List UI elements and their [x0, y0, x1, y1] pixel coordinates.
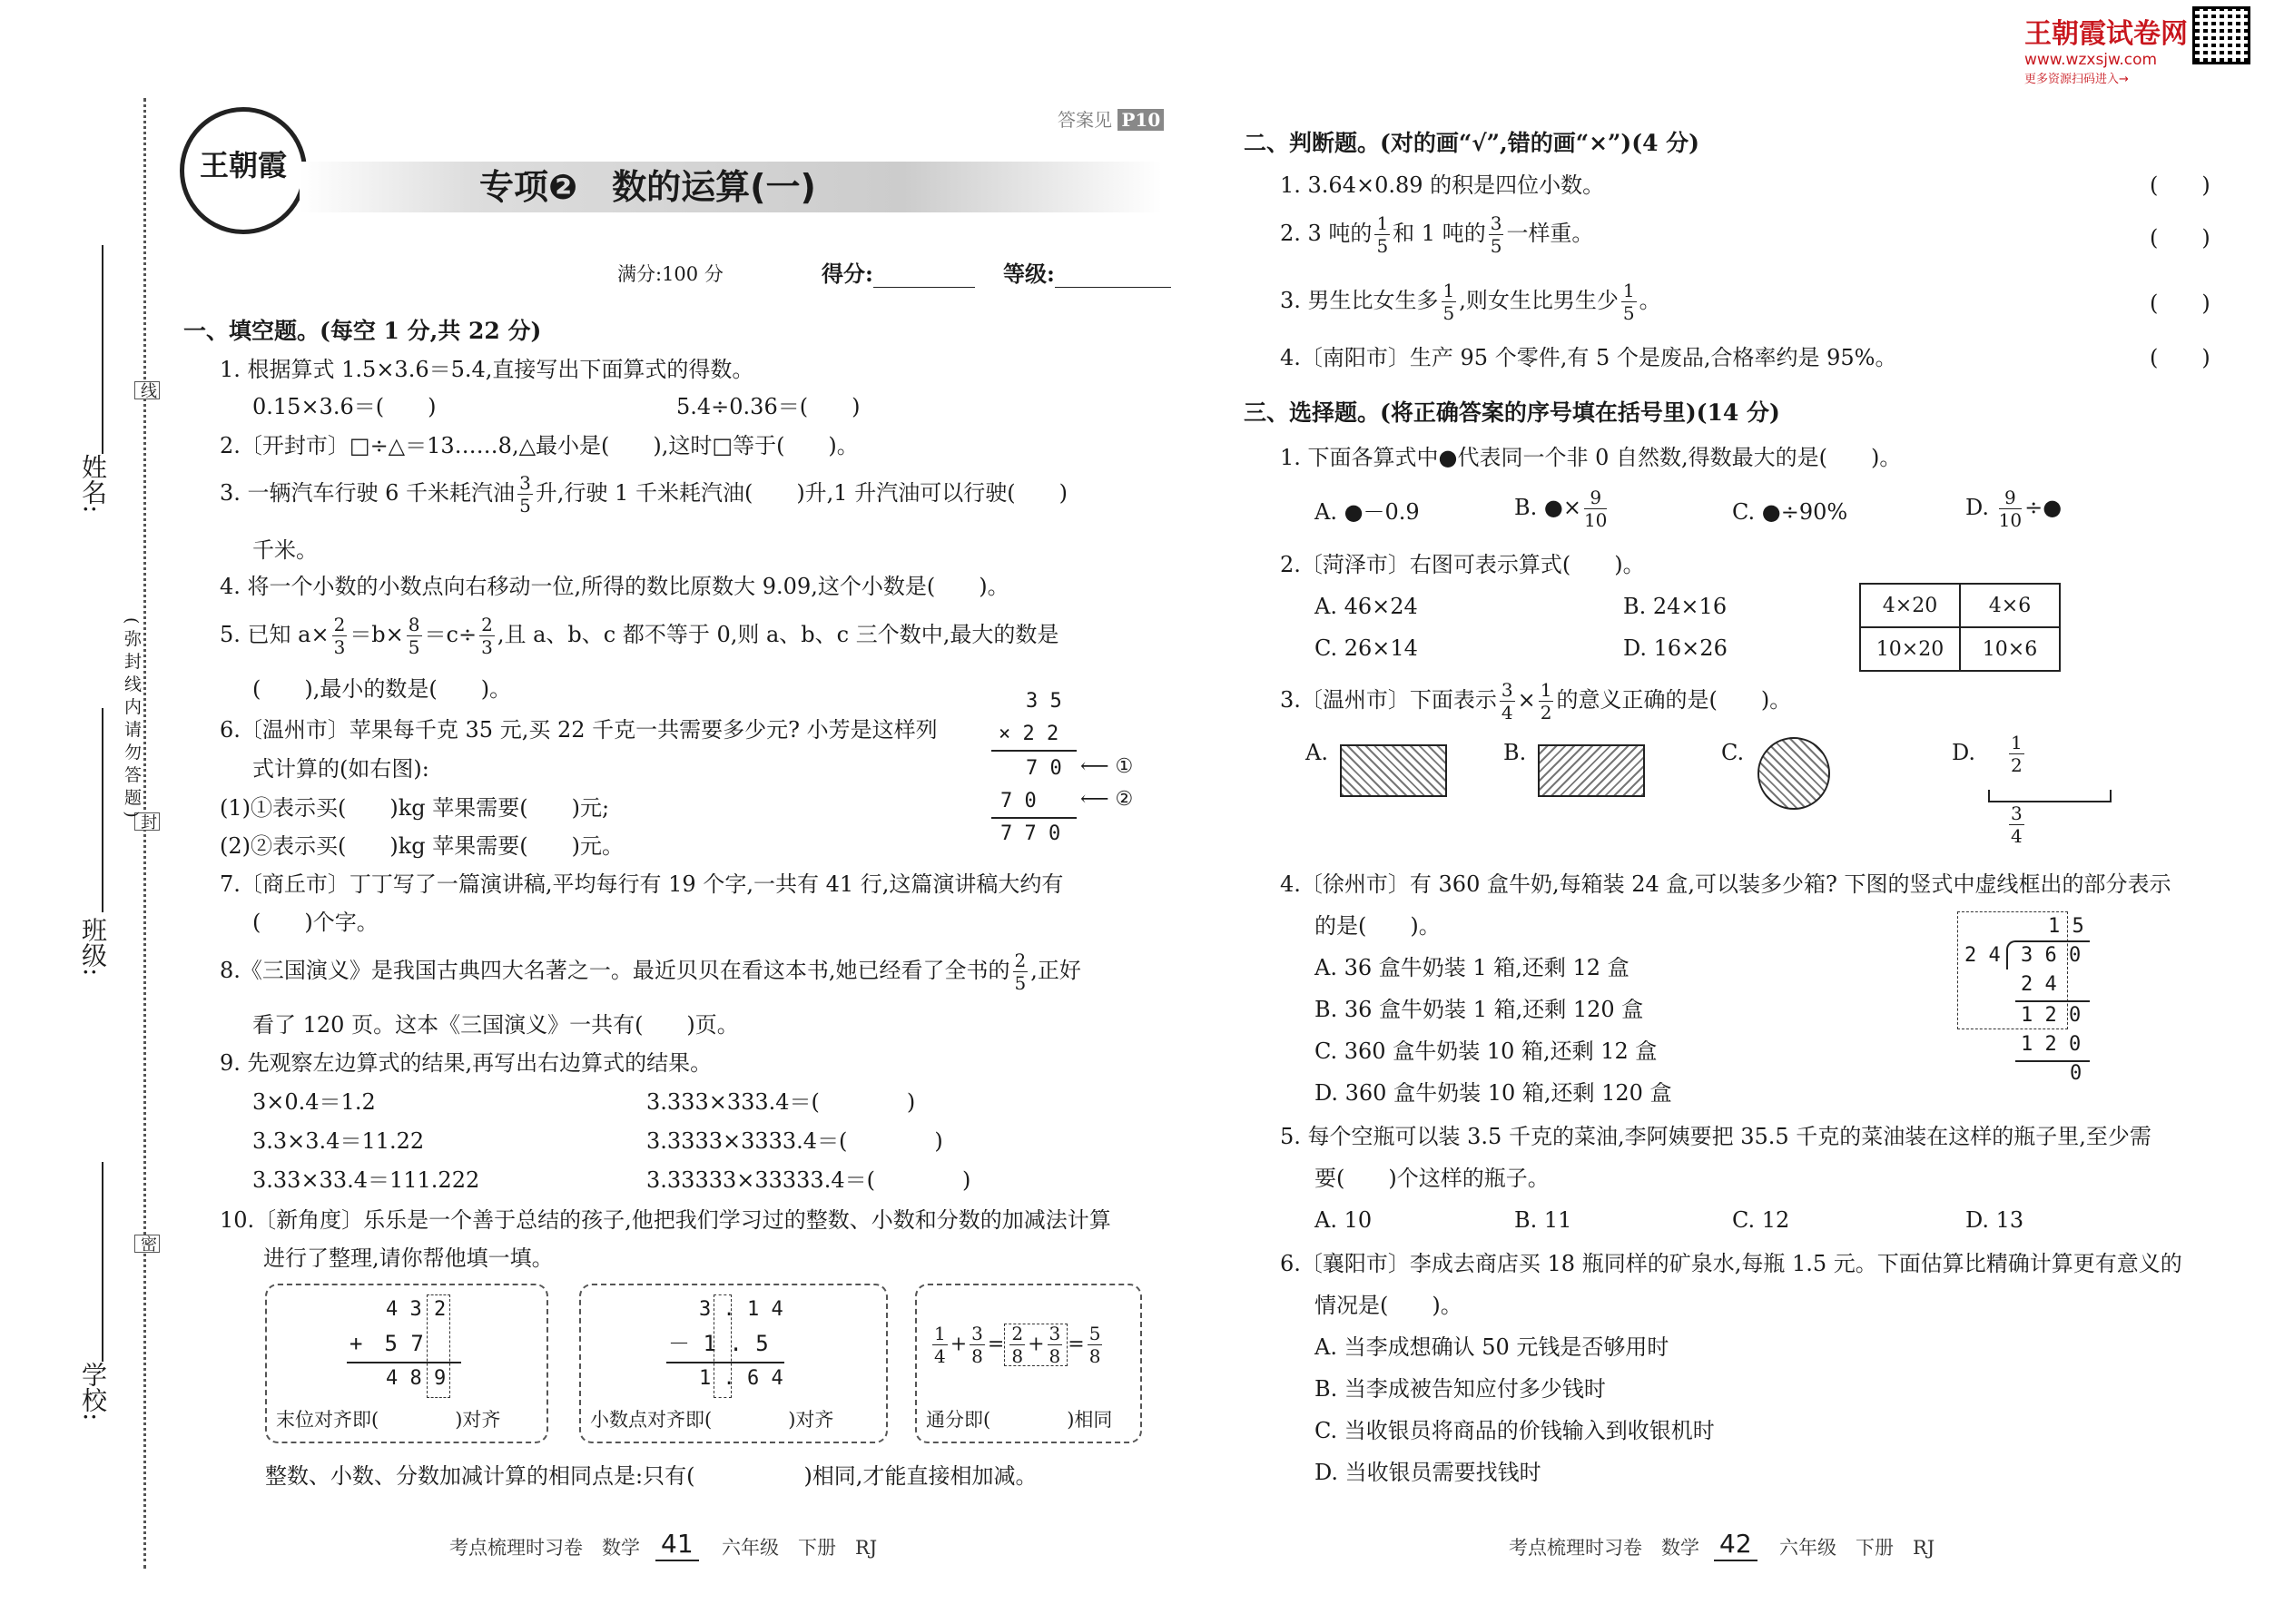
s3-q2-opt-d: D. 16×26	[1623, 635, 1728, 661]
s3-q5a: 5. 每个空瓶可以装 3.5 千克的菜油,李阿姨要把 35.5 千克的菜油装在这样的瓶子里,至少需	[1280, 1124, 2151, 1149]
q3-figure-b	[1538, 744, 1645, 797]
fraction	[1088, 1324, 1103, 1365]
calc-row-3: 7 0	[1026, 757, 1062, 780]
fraction	[1999, 488, 2022, 529]
numerator: 3	[519, 472, 531, 494]
fraction	[1048, 1324, 1063, 1365]
watermark	[2024, 11, 2188, 86]
s1-q5	[220, 615, 1058, 656]
box3-dashed-denominators: $\frac{2}{8}$ + $\frac{3}{8}$	[1004, 1324, 1068, 1366]
numerator: 1	[1540, 679, 1552, 701]
grade-field[interactable]	[1055, 265, 1171, 288]
denominator: 5	[1014, 972, 1027, 994]
s2-q3-text-b: ,则女生比男生少	[1459, 288, 1619, 313]
fraction	[2009, 733, 2024, 774]
box3-label: 通分即( )相同	[926, 1409, 1113, 1431]
fraction	[1584, 488, 1607, 529]
s3-q6-opt-d: D. 当收银员需要找钱时	[1314, 1460, 1541, 1485]
s3-q4b: 的是( )。	[1314, 913, 1441, 939]
margin-class-label: 班级:	[78, 917, 108, 977]
numerator: 2	[1014, 950, 1027, 971]
watermark-url: www.wzxsjw.com	[2024, 51, 2158, 69]
q3-figure-d-top	[2006, 733, 2027, 774]
seal-mark-2: 封	[134, 812, 160, 831]
s3-q5-opt-a: A. 10	[1314, 1207, 1373, 1233]
s3-q1-opt-b	[1514, 488, 1610, 529]
s3-q6-opt-b: B. 当李成被告知应付多少钱时	[1314, 1376, 1606, 1402]
margin-name-label: 姓名:	[78, 454, 108, 514]
s1-q3-text-a: 3. 一辆汽车行驶 6 千米耗汽油	[220, 480, 516, 506]
s1-q8	[220, 951, 1081, 992]
s2-q3-text-c: 。	[1639, 288, 1661, 313]
box1-row-1: 4 3 2	[386, 1298, 447, 1321]
s1-q5e: ( ),最小的数是( )。	[252, 676, 512, 702]
s3-q2-opt-a: A. 46×24	[1314, 594, 1418, 619]
calc-line-1	[991, 750, 1077, 752]
fraction	[332, 615, 348, 656]
fraction	[1539, 681, 1554, 722]
s1-q3-text-b: 升,行驶 1 千米耗汽油( )升,1 升汽油可以行驶( )	[535, 480, 1068, 506]
watermark-slogan: 更多资源扫码进入→	[2024, 73, 2129, 86]
denominator: 5	[1442, 302, 1455, 324]
denominator: 4	[934, 1345, 946, 1367]
fraction	[1489, 214, 1504, 255]
grid-cell: 10×6	[1960, 627, 2060, 671]
fraction	[1013, 951, 1029, 992]
s2-title: 二、判断题。(对的画“√”,错的画“×”)(4 分)	[1244, 130, 1700, 156]
s1-q3c: 千米。	[252, 537, 318, 563]
s2-q2	[1280, 214, 1593, 255]
s3-q3-text-a: 3.〔温州市〕下面表示	[1280, 687, 1497, 713]
score-field[interactable]	[873, 265, 975, 288]
calc-line-2	[991, 817, 1077, 819]
fraction	[2009, 804, 2024, 845]
s3-q4-opt-d: D. 360 盒牛奶装 10 箱,还剩 120 盒	[1314, 1080, 1672, 1106]
school-field[interactable]	[102, 1162, 103, 1362]
numerator: 3	[1501, 679, 1513, 701]
score-label	[822, 261, 975, 288]
calc-row-4: 7 0	[1000, 790, 1037, 812]
box3-expression: $\frac{1}{4}$ + $\frac{3}{8}$ = $\frac{2}{8}$ + $\frac{3}{8}$ = $\frac{5}{8}$	[934, 1323, 1101, 1367]
s2-q1: 1. 3.64×0.89 的积是四位小数。	[1280, 172, 1605, 198]
s3-q2-opt-c: C. 26×14	[1314, 635, 1418, 661]
calc-row-1: 3 5	[1026, 690, 1062, 713]
s3-q1-opt-d-text: D.	[1965, 495, 1990, 520]
name-field[interactable]	[102, 245, 103, 454]
s1-q5-text-c: ＝c÷	[424, 622, 478, 647]
denominator: 5	[1490, 235, 1502, 257]
seal-mark-3: 密	[134, 1235, 160, 1253]
q3-figure-c	[1757, 737, 1830, 810]
q9-right-1: 3.333×333.4＝( )	[646, 1089, 916, 1115]
s3-q3-opt-a: A.	[1305, 740, 1328, 765]
grade-label	[1003, 261, 1171, 288]
s1-q6d: (2)②表示买( )kg 苹果需要( )元。	[220, 833, 624, 859]
s1-q7b: ( )个字。	[252, 910, 379, 935]
s3-q6b: 情况是( )。	[1314, 1293, 1462, 1318]
class-field[interactable]	[102, 708, 103, 912]
fraction	[407, 615, 422, 656]
s2-q2-text-b: 和 1 吨的	[1393, 221, 1486, 246]
s3-q4a: 4.〔徐州市〕有 360 盒牛奶,每箱装 24 盒,可以装多少箱? 下图的竖式中虚线框出的部分表示	[1280, 871, 2171, 897]
s2-q2-text-a: 2. 3 吨的	[1280, 221, 1373, 246]
score-label-text: 得分:	[822, 261, 873, 287]
denominator: 2	[1540, 702, 1552, 723]
div-quotient: 1 5	[2048, 915, 2084, 938]
q9-right-3: 3.33333×33333.4＝( )	[646, 1167, 971, 1193]
s1-q7a: 7.〔商丘市〕丁丁写了一篇演讲稿,平均每行有 19 个字,一共有 41 行,这篇演讲稿大约有	[220, 871, 1064, 897]
s1-q10a: 10.〔新角度〕乐乐是一个善于总结的孩子,他把我们学习过的整数、小数和分数的加减法计算	[220, 1207, 1111, 1233]
s3-q3: 3.〔温州市〕下面表示 $\frac{3}{4}$ × $\frac{1}{2}$ 的意义正确的是( )。	[1280, 679, 1792, 723]
s1-q6a: 6.〔温州市〕苹果每千克 35 元,买 22 千克一共需要多少元? 小芳是这样列	[220, 717, 938, 743]
s1-q9: 9. 先观察左边算式的结果,再写出右边算式的结果。	[220, 1050, 713, 1076]
s3-q1: 1. 下面各算式中●代表同一个非 0 自然数,得数最大的是( )。	[1280, 445, 1902, 470]
q9-left-2: 3.3×3.4＝11.22	[252, 1128, 425, 1154]
denominator: 4	[1501, 702, 1513, 723]
fraction	[1500, 681, 1515, 722]
denominator: 5	[1376, 235, 1389, 257]
box2-label: 小数点对齐即( )对齐	[590, 1409, 834, 1431]
s3-title: 三、选择题。(将正确答案的序号填在括号里)(14 分)	[1244, 399, 1780, 426]
box1-row-3: 4 8 9	[386, 1367, 447, 1390]
answer-ref-label: 答案见	[1058, 109, 1112, 131]
calc-mark-2: ②	[1115, 788, 1134, 811]
s2-q2-text-c: 一样重。	[1506, 221, 1594, 246]
div-rem-1: 1 2 0	[2021, 1004, 2082, 1027]
s2-answer-3[interactable]: ( )	[2150, 290, 2210, 316]
fraction	[1621, 281, 1637, 322]
fraction	[970, 1324, 985, 1365]
qr-code-icon	[2195, 9, 2248, 62]
q9-left-3: 3.33×33.4＝111.222	[252, 1167, 480, 1193]
s3-q2: 2.〔菏泽市〕右图可表示算式( )。	[1280, 552, 1645, 577]
s3-q6-opt-c: C. 当收银员将商品的价钱输入到收银机时	[1314, 1418, 1715, 1443]
s1-q1b: 5.4÷0.36＝( )	[676, 394, 861, 419]
denominator: 4	[2011, 825, 2023, 847]
logo-text: 王朝霞	[199, 148, 287, 182]
numerator: 2	[1011, 1323, 1024, 1344]
div-dashed-box	[1957, 911, 2068, 1029]
q3-figure-d-bottom	[2006, 804, 2027, 845]
div-sub-1: 2 4	[2021, 973, 2057, 996]
s3-q1-opt-b-text: B. ●×	[1514, 495, 1581, 520]
s1-q4: 4. 将一个小数的小数点向右移动一位,所得的数比原数大 9.09,这个小数是( )。	[220, 574, 1009, 599]
div-dividend: 3 6 0	[2021, 944, 2082, 967]
denominator: 8	[1011, 1345, 1024, 1367]
q9-right-2: 3.3333×3333.4＝( )	[646, 1128, 943, 1154]
q9-left-1: 3×0.4＝1.2	[252, 1089, 376, 1115]
denominator: 10	[1583, 509, 1608, 531]
numerator: 1	[934, 1323, 946, 1344]
q3-figure-a	[1340, 744, 1447, 797]
fraction	[932, 1324, 948, 1365]
s1-q6b: 式计算的(如右图):	[252, 756, 429, 782]
s3-q5-opt-d: D. 13	[1965, 1207, 2024, 1233]
s3-q3-opt-b: B.	[1503, 740, 1527, 765]
grid-cell: 4×20	[1860, 584, 1960, 627]
s3-q5-opt-c: C. 12	[1732, 1207, 1790, 1233]
box1-label: 末位对齐即( )对齐	[276, 1409, 501, 1431]
margin-school-label: 学校:	[78, 1362, 108, 1422]
numerator: 2	[333, 614, 346, 635]
s1-q10b: 进行了整理,请你帮他填一填。	[263, 1245, 554, 1271]
watermark-brand: 王朝霞试卷网	[2024, 18, 2188, 50]
denominator: 2	[2011, 754, 2023, 776]
s1-q1a: 0.15×3.6＝( )	[252, 394, 437, 419]
footer-page-left: 41	[655, 1529, 699, 1561]
box1-dashed-column	[427, 1294, 450, 1398]
full-score: 满分:100 分	[617, 263, 724, 285]
denominator: 5	[408, 636, 420, 658]
denominator: 3	[481, 636, 493, 658]
div-rem-2: 0	[2070, 1062, 2082, 1085]
s3-q6-opt-a: A. 当李成想确认 50 元钱是否够用时	[1314, 1334, 1669, 1360]
denominator: 5	[1622, 302, 1635, 324]
calc-row-2: × 2 2	[999, 723, 1059, 745]
calc-row-5: 7 7 0	[1000, 822, 1061, 845]
grid-cell: 4×6	[1960, 584, 2060, 627]
s3-q1-opt-d: D. $\frac{9}{10}$ ÷●	[1965, 487, 2063, 531]
box2-row-1: 3 . 1 4	[699, 1298, 783, 1321]
s1-q5-text-d: ,且 a、b、c 都不等于 0,则 a、b、c 三个数中,最大的数是	[497, 622, 1059, 647]
s1-title: 一、填空题。(每空 1 分,共 22 分)	[183, 318, 542, 344]
numerator: 3	[971, 1323, 983, 1344]
s1-q6c: (1)①表示买( )kg 苹果需要( )元;	[220, 795, 610, 821]
s2-q3	[1280, 281, 1661, 322]
q3-figure-d-bar	[1988, 790, 2112, 802]
s1-q5-text-a: 5. 已知 a×	[220, 622, 330, 647]
numerator: 3	[1049, 1323, 1061, 1344]
fraction	[479, 615, 495, 656]
answer-ref	[1058, 109, 1164, 131]
s3-q5-opt-b: B. 11	[1514, 1207, 1572, 1233]
s1-q8c: 看了 120 页。这本《三国演义》一共有( )页。	[252, 1012, 739, 1038]
s3-q4-opt-b: B. 36 盒牛奶装 1 箱,还剩 120 盒	[1314, 997, 1644, 1022]
logo	[180, 107, 307, 234]
s2-answer-2[interactable]: ( )	[2150, 225, 2210, 251]
fraction	[1442, 281, 1457, 322]
s2-answer-4[interactable]: ( )	[2150, 345, 2210, 370]
s3-q5b: 要( )个这样的瓶子。	[1314, 1166, 1550, 1191]
s3-q3-opt-d: D.	[1952, 740, 1976, 765]
q2-area-grid	[1859, 583, 2061, 672]
s3-q4-opt-c: C. 360 盒牛奶装 10 箱,还剩 12 盒	[1314, 1038, 1658, 1064]
numerator: 9	[1999, 488, 2022, 509]
s1-q5-text-b: ＝b×	[350, 622, 404, 647]
numerator: 5	[1088, 1323, 1101, 1344]
div-sub-2: 1 2 0	[2021, 1033, 2082, 1056]
calc-arrow-2: ⟵ ②	[1080, 788, 1134, 811]
s1-q10c: 整数、小数、分数加减计算的相同点是:只有( )相同,才能直接相加减。	[265, 1463, 1038, 1489]
numerator: 9	[1584, 488, 1607, 509]
s2-answer-1[interactable]: ( )	[2150, 172, 2210, 198]
s1-q8-text-a: 8.《三国演义》是我国古典四大名著之一。最近贝贝在看这本书,她已经看了全书的	[220, 958, 1010, 983]
s3-q1-opt-c: C. ●÷90%	[1732, 499, 1848, 525]
numerator: 1	[1622, 280, 1635, 301]
numerator: 3	[1490, 212, 1502, 234]
fraction	[1009, 1324, 1025, 1365]
s3-q1-opt-a: A. ●－0.9	[1314, 499, 1420, 525]
seal-line	[143, 98, 146, 1569]
numerator: 1	[2011, 732, 2023, 753]
footer-right-meta: 六年级 下册 RJ	[1779, 1537, 1935, 1559]
calc-mark-1: ①	[1115, 755, 1134, 778]
seal-note: (弥封线内请勿答题)	[122, 617, 142, 823]
answer-ref-page: P10	[1117, 109, 1164, 131]
s3-q3-opt-c: C.	[1721, 740, 1745, 765]
numerator: 2	[481, 614, 493, 635]
s2-q4: 4.〔南阳市〕生产 95 个零件,有 5 个是废品,合格率约是 95%。	[1280, 345, 1897, 370]
footer-left-meta: 六年级 下册 RJ	[722, 1537, 878, 1559]
s1-q2: 2.〔开封市〕□÷△＝13……8,△最小是( ),这时□等于( )。	[220, 433, 859, 458]
div-divisor: 2 4	[1964, 944, 2001, 967]
s3-q3-text-b: 的意义正确的是( )。	[1556, 687, 1792, 713]
denominator: 3	[333, 636, 346, 658]
footer-right-text: 考点梳理时习卷 数学	[1509, 1537, 1699, 1559]
denominator: 8	[971, 1345, 983, 1367]
denominator: 10	[1998, 509, 2023, 531]
s2-q3-text-a: 3. 男生比女生多	[1280, 288, 1439, 313]
footer-page-right: 42	[1714, 1529, 1757, 1561]
grade-label-text: 等级:	[1003, 261, 1055, 287]
box2-row-3: 1 . 6 4	[699, 1367, 783, 1390]
seal-mark-1: 线	[134, 381, 160, 399]
grid-cell: 10×20	[1860, 627, 1960, 671]
denominator: 8	[1088, 1345, 1101, 1367]
numerator: 1	[1376, 212, 1389, 234]
s3-q4-opt-a: A. 36 盒牛奶装 1 箱,还剩 12 盒	[1314, 955, 1629, 980]
numerator: 1	[1442, 280, 1455, 301]
numerator: 3	[2011, 802, 2023, 824]
denominator: 8	[1049, 1345, 1061, 1367]
box1-row-2: + 5 7	[350, 1331, 424, 1356]
numerator: 8	[408, 614, 420, 635]
box2-dashed-column	[714, 1294, 732, 1398]
calc-arrow-1: ⟵ ①	[1080, 755, 1134, 778]
s3-q2-opt-b: B. 24×16	[1623, 594, 1728, 619]
box2-row-2: － 1 . 5	[668, 1331, 769, 1356]
footer-left-text: 考点梳理时习卷 数学	[449, 1537, 640, 1559]
page-title: 专项❷ 数的运算(一)	[479, 167, 816, 207]
denominator: 5	[519, 495, 531, 517]
fraction	[1374, 214, 1390, 255]
s3-q6a: 6.〔襄阳市〕李成去商店买 18 瓶同样的矿泉水,每瓶 1.5 元。下面估算比精确计算更有意义的	[1280, 1251, 2182, 1276]
s1-q3	[220, 474, 1068, 515]
fraction	[517, 474, 533, 515]
s1-q1: 1. 根据算式 1.5×3.6＝5.4,直接写出下面算式的得数。	[220, 357, 754, 382]
s1-q8-text-b: ,正好	[1030, 958, 1081, 983]
